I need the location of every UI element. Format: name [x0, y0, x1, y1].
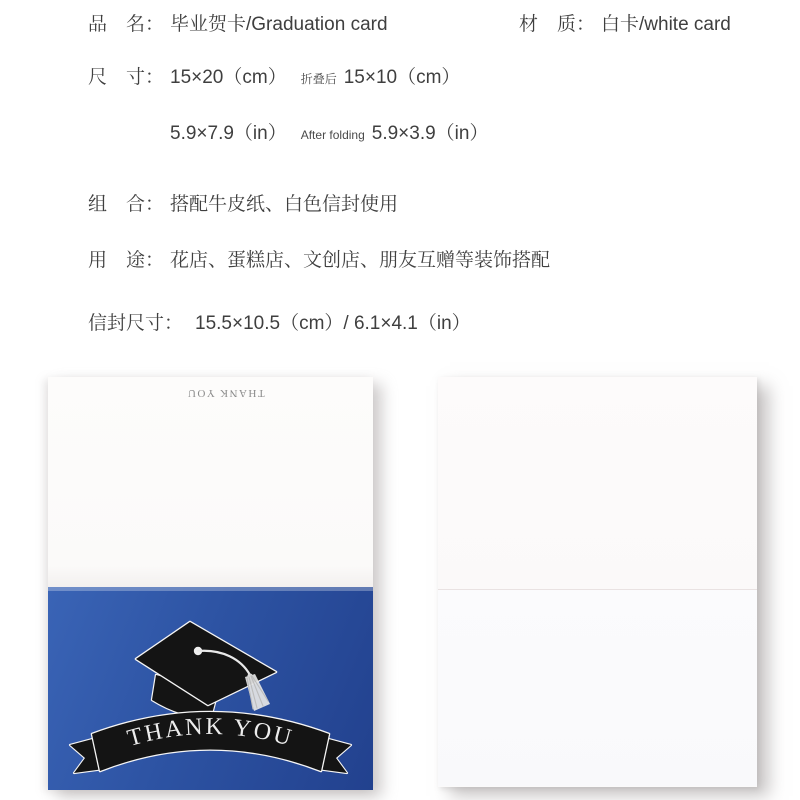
combo-label: 组 合： [88, 194, 165, 215]
card-front-back-panel [48, 377, 373, 587]
name-value: 毕业贺卡/Graduation card [170, 14, 388, 35]
size-inch-folded-value: 5.9×3.9（in） [371, 123, 489, 144]
envelope-value: 15.5×10.5（cm）/ 6.1×4.1（in） [195, 313, 471, 334]
name-label: 品 名： [88, 14, 165, 35]
size-cm-value: 15×20（cm） [170, 67, 287, 88]
thank-you-banner [70, 712, 351, 773]
banner-text: THANK YOU [124, 713, 297, 752]
usage-label: 用 途： [88, 250, 165, 271]
usage-value: 花店、蛋糕店、文创店、朋友互赠等装饰搭配 [170, 250, 551, 271]
graduation-artwork [48, 587, 373, 790]
card-back-text: THANK YOU [186, 387, 265, 399]
card-inside-top-half [438, 377, 757, 590]
spec-row-usage [88, 249, 550, 273]
spec-row-combo [88, 193, 398, 217]
card-inside-photo [438, 377, 757, 787]
spec-row-size-in [170, 122, 488, 146]
envelope-label: 信封尺寸： [88, 313, 184, 334]
card-front-photo [48, 377, 373, 790]
combo-value: 搭配牛皮纸、白色信封使用 [170, 194, 399, 215]
spec-row-material [519, 13, 731, 37]
spec-row-size-cm [88, 66, 460, 90]
card-inside-bottom-half [438, 590, 757, 786]
size-inch-value: 5.9×7.9（in） [170, 123, 287, 144]
graduation-cap-icon [136, 622, 276, 718]
card-front-cover-panel [48, 587, 373, 790]
spec-row-envelope [88, 312, 471, 336]
spec-row-name [88, 13, 388, 37]
tassel-icon [245, 673, 270, 711]
material-label: 材 质： [519, 14, 596, 35]
material-value: 白卡/white card [601, 14, 731, 35]
size-folded-cn-label: 折叠后 [300, 72, 337, 86]
size-folded-en-label: After folding [300, 128, 365, 142]
size-cm-folded-value: 15×10（cm） [343, 67, 461, 88]
size-label: 尺 寸： [88, 67, 165, 88]
